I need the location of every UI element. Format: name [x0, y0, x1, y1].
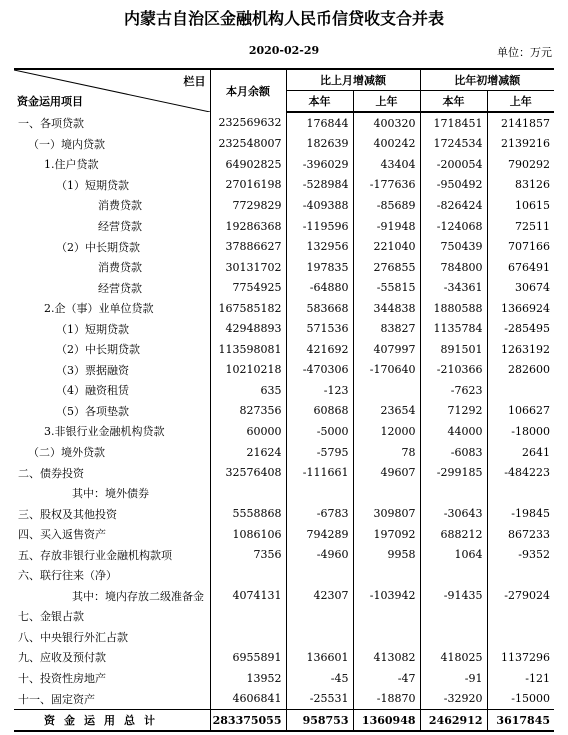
value-cell: -5795	[286, 442, 353, 463]
value-cell: 1135784	[420, 318, 487, 339]
value-cell	[353, 627, 420, 648]
value-cell: 794289	[286, 524, 353, 545]
value-cell: 309807	[353, 503, 420, 524]
total-value-cell: 1360948	[353, 709, 420, 731]
row-caption: 资金运用项目	[17, 95, 83, 108]
value-cell: -470306	[286, 360, 353, 381]
value-cell: 891501	[420, 339, 487, 360]
value-cell: -55815	[353, 277, 420, 298]
total-row	[14, 709, 554, 731]
value-cell: 6955891	[210, 647, 286, 668]
value-cell: 750439	[420, 236, 487, 257]
value-cell: -124068	[420, 216, 487, 237]
value-cell: 707166	[487, 236, 554, 257]
value-cell	[487, 606, 554, 627]
value-cell: -15000	[487, 688, 554, 709]
table-row	[14, 606, 554, 627]
row-label: 五、存放非银行业金融机构款项	[14, 544, 210, 565]
value-cell: 83827	[353, 318, 420, 339]
value-cell: 42948893	[210, 318, 286, 339]
year-start-this-year-header: 本年	[420, 91, 487, 113]
value-cell: -7623	[420, 380, 487, 401]
unit-label: 单位：万元	[497, 46, 552, 59]
report-title: 内蒙古自治区金融机构人民币信贷收支合并表	[123, 9, 444, 28]
balance-header: 本月余额	[210, 69, 286, 112]
value-cell: 571536	[286, 318, 353, 339]
table-row	[14, 565, 554, 586]
value-cell: 197835	[286, 257, 353, 278]
value-cell: -34361	[420, 277, 487, 298]
value-cell	[420, 627, 487, 648]
row-label: 其中：境外债券	[14, 483, 210, 504]
row-label: 二、债券投资	[14, 462, 210, 483]
value-cell: 71292	[420, 401, 487, 422]
value-cell: 413082	[353, 647, 420, 668]
value-cell: 167585182	[210, 298, 286, 319]
value-cell	[210, 627, 286, 648]
value-cell: -279024	[487, 586, 554, 607]
value-cell: 1137296	[487, 647, 554, 668]
value-cell	[487, 483, 554, 504]
value-cell: 400242	[353, 134, 420, 155]
value-cell: 44000	[420, 421, 487, 442]
row-label: （4）融资租赁	[14, 380, 210, 401]
row-label: 经营贷款	[14, 277, 210, 298]
value-cell: 37886627	[210, 236, 286, 257]
value-cell: 9958	[353, 544, 420, 565]
table-row	[14, 154, 554, 175]
total-label: 资金运用总计	[14, 709, 210, 731]
value-cell	[286, 627, 353, 648]
value-cell: -5000	[286, 421, 353, 442]
value-cell: -18870	[353, 688, 420, 709]
value-cell: 78	[353, 442, 420, 463]
value-cell: 1086106	[210, 524, 286, 545]
value-cell: 1064	[420, 544, 487, 565]
table-row	[14, 195, 554, 216]
value-cell: 7356	[210, 544, 286, 565]
value-cell: 176844	[286, 112, 353, 134]
year-start-change-header: 比年初增减额	[420, 69, 554, 91]
table-row	[14, 360, 554, 381]
value-cell: 282600	[487, 360, 554, 381]
table-row	[14, 544, 554, 565]
value-cell: -19845	[487, 503, 554, 524]
value-cell: 21624	[210, 442, 286, 463]
table-row	[14, 277, 554, 298]
value-cell: -85689	[353, 195, 420, 216]
value-cell: -103942	[353, 586, 420, 607]
value-cell: 136601	[286, 647, 353, 668]
table-row	[14, 318, 554, 339]
value-cell	[286, 606, 353, 627]
value-cell: -123	[286, 380, 353, 401]
value-cell	[420, 483, 487, 504]
value-cell: 2141857	[487, 112, 554, 134]
table-row	[14, 421, 554, 442]
table-row	[14, 688, 554, 709]
row-label: （1）短期贷款	[14, 318, 210, 339]
value-cell: 60868	[286, 401, 353, 422]
value-cell	[420, 606, 487, 627]
value-cell: 421692	[286, 339, 353, 360]
total-value-cell: 283375055	[210, 709, 286, 731]
row-label: （二）境外贷款	[14, 442, 210, 463]
value-cell: -6783	[286, 503, 353, 524]
table-row	[14, 668, 554, 689]
value-cell: -47	[353, 668, 420, 689]
table-row	[14, 442, 554, 463]
table-row	[14, 339, 554, 360]
value-cell: 635	[210, 380, 286, 401]
row-label: 消费贷款	[14, 257, 210, 278]
row-label: （1）短期贷款	[14, 175, 210, 196]
value-cell: 12000	[353, 421, 420, 442]
column-caption: 栏目	[183, 75, 206, 88]
value-cell: 32576408	[210, 462, 286, 483]
value-cell: 276855	[353, 257, 420, 278]
value-cell: -119596	[286, 216, 353, 237]
row-label: 十一、固定资产	[14, 688, 210, 709]
value-cell: 5558868	[210, 503, 286, 524]
value-cell	[487, 380, 554, 401]
report-date: 2020-02-29	[248, 44, 320, 57]
value-cell: 23654	[353, 401, 420, 422]
prev-month-this-year-header: 本年	[286, 91, 353, 113]
value-cell: -826424	[420, 195, 487, 216]
value-cell: 407997	[353, 339, 420, 360]
value-cell: 197092	[353, 524, 420, 545]
row-label: （2）中长期贷款	[14, 339, 210, 360]
value-cell	[353, 565, 420, 586]
table-row	[14, 586, 554, 607]
value-cell: -111661	[286, 462, 353, 483]
value-cell: 1366924	[487, 298, 554, 319]
value-cell	[286, 483, 353, 504]
value-cell: -200054	[420, 154, 487, 175]
value-cell: -170640	[353, 360, 420, 381]
value-cell: 113598081	[210, 339, 286, 360]
value-cell: 867233	[487, 524, 554, 545]
credit-balance-table	[14, 68, 554, 732]
value-cell: 10210218	[210, 360, 286, 381]
value-cell: 30131702	[210, 257, 286, 278]
table-row	[14, 462, 554, 483]
table-row	[14, 112, 554, 134]
table-row	[14, 647, 554, 668]
value-cell: -91948	[353, 216, 420, 237]
row-label: 七、金银占款	[14, 606, 210, 627]
value-cell: 13952	[210, 668, 286, 689]
value-cell: 19286368	[210, 216, 286, 237]
value-cell	[487, 565, 554, 586]
value-cell: 60000	[210, 421, 286, 442]
row-label: （5）各项垫款	[14, 401, 210, 422]
table-row	[14, 257, 554, 278]
table-row	[14, 483, 554, 504]
value-cell: 1880588	[420, 298, 487, 319]
table-row	[14, 401, 554, 422]
table-row	[14, 236, 554, 257]
value-cell	[487, 627, 554, 648]
value-cell: 418025	[420, 647, 487, 668]
value-cell: -6083	[420, 442, 487, 463]
total-value-cell: 958753	[286, 709, 353, 731]
value-cell: -91435	[420, 586, 487, 607]
value-cell: -396029	[286, 154, 353, 175]
value-cell: 232569632	[210, 112, 286, 134]
value-cell: -484223	[487, 462, 554, 483]
value-cell: 1718451	[420, 112, 487, 134]
corner-header-cell	[14, 69, 210, 112]
value-cell: -9352	[487, 544, 554, 565]
value-cell: 583668	[286, 298, 353, 319]
row-label: 1.住户贷款	[14, 154, 210, 175]
value-cell: -210366	[420, 360, 487, 381]
table-row	[14, 380, 554, 401]
prev-month-last-year-header: 上年	[353, 91, 420, 113]
table-row	[14, 175, 554, 196]
row-label: （一）境内贷款	[14, 134, 210, 155]
value-cell: 42307	[286, 586, 353, 607]
value-cell: -121	[487, 668, 554, 689]
value-cell	[210, 565, 286, 586]
value-cell: -45	[286, 668, 353, 689]
value-cell	[210, 606, 286, 627]
value-cell: 2641	[487, 442, 554, 463]
row-label: 四、买入返售资产	[14, 524, 210, 545]
value-cell: -4960	[286, 544, 353, 565]
value-cell	[420, 565, 487, 586]
total-value-cell: 2462912	[420, 709, 487, 731]
value-cell: -25531	[286, 688, 353, 709]
value-cell: 232548007	[210, 134, 286, 155]
value-cell: 83126	[487, 175, 554, 196]
table-row	[14, 298, 554, 319]
value-cell: -18000	[487, 421, 554, 442]
value-cell: 49607	[353, 462, 420, 483]
value-cell: 7729829	[210, 195, 286, 216]
value-cell: 30674	[487, 277, 554, 298]
value-cell: 790292	[487, 154, 554, 175]
value-cell: 10615	[487, 195, 554, 216]
row-label: 经营贷款	[14, 216, 210, 237]
value-cell: -177636	[353, 175, 420, 196]
value-cell	[353, 483, 420, 504]
row-label: 消费贷款	[14, 195, 210, 216]
value-cell: 27016198	[210, 175, 286, 196]
row-label: 2.企（事）业单位贷款	[14, 298, 210, 319]
value-cell: 106627	[487, 401, 554, 422]
value-cell: 1263192	[487, 339, 554, 360]
value-cell: 688212	[420, 524, 487, 545]
row-label: 其中：境内存放二级准备金	[14, 586, 210, 607]
value-cell: -64880	[286, 277, 353, 298]
value-cell: 2139216	[487, 134, 554, 155]
row-label: 八、中央银行外汇占款	[14, 627, 210, 648]
value-cell: 43404	[353, 154, 420, 175]
value-cell: 784800	[420, 257, 487, 278]
total-value-cell: 3617845	[487, 709, 554, 731]
row-label: 十、投资性房地产	[14, 668, 210, 689]
value-cell	[286, 565, 353, 586]
value-cell: -409388	[286, 195, 353, 216]
table-row	[14, 503, 554, 524]
row-label: 一、各项贷款	[14, 112, 210, 134]
value-cell: 4606841	[210, 688, 286, 709]
value-cell: 4074131	[210, 586, 286, 607]
value-cell: 827356	[210, 401, 286, 422]
value-cell	[353, 606, 420, 627]
value-cell: -950492	[420, 175, 487, 196]
value-cell	[353, 380, 420, 401]
row-label: 六、联行往来（净）	[14, 565, 210, 586]
value-cell: -299185	[420, 462, 487, 483]
year-start-last-year-header: 上年	[487, 91, 554, 113]
value-cell: -528984	[286, 175, 353, 196]
value-cell: 221040	[353, 236, 420, 257]
value-cell: -91	[420, 668, 487, 689]
row-label: 3.非银行业金融机构贷款	[14, 421, 210, 442]
value-cell: 676491	[487, 257, 554, 278]
table-row	[14, 524, 554, 545]
row-label: 三、股权及其他投资	[14, 503, 210, 524]
value-cell: 132956	[286, 236, 353, 257]
prev-month-change-header: 比上月增减额	[286, 69, 420, 91]
value-cell: 182639	[286, 134, 353, 155]
table-body	[14, 112, 554, 731]
table-row	[14, 134, 554, 155]
table-row	[14, 216, 554, 237]
row-label: （3）票据融资	[14, 360, 210, 381]
value-cell: 72511	[487, 216, 554, 237]
table-row	[14, 627, 554, 648]
value-cell: 7754925	[210, 277, 286, 298]
value-cell: 344838	[353, 298, 420, 319]
value-cell: 64902825	[210, 154, 286, 175]
row-label: 九、应收及预付款	[14, 647, 210, 668]
value-cell: 400320	[353, 112, 420, 134]
value-cell: -30643	[420, 503, 487, 524]
value-cell	[210, 483, 286, 504]
value-cell: -285495	[487, 318, 554, 339]
row-label: （2）中长期贷款	[14, 236, 210, 257]
value-cell: 1724534	[420, 134, 487, 155]
value-cell: -32920	[420, 688, 487, 709]
